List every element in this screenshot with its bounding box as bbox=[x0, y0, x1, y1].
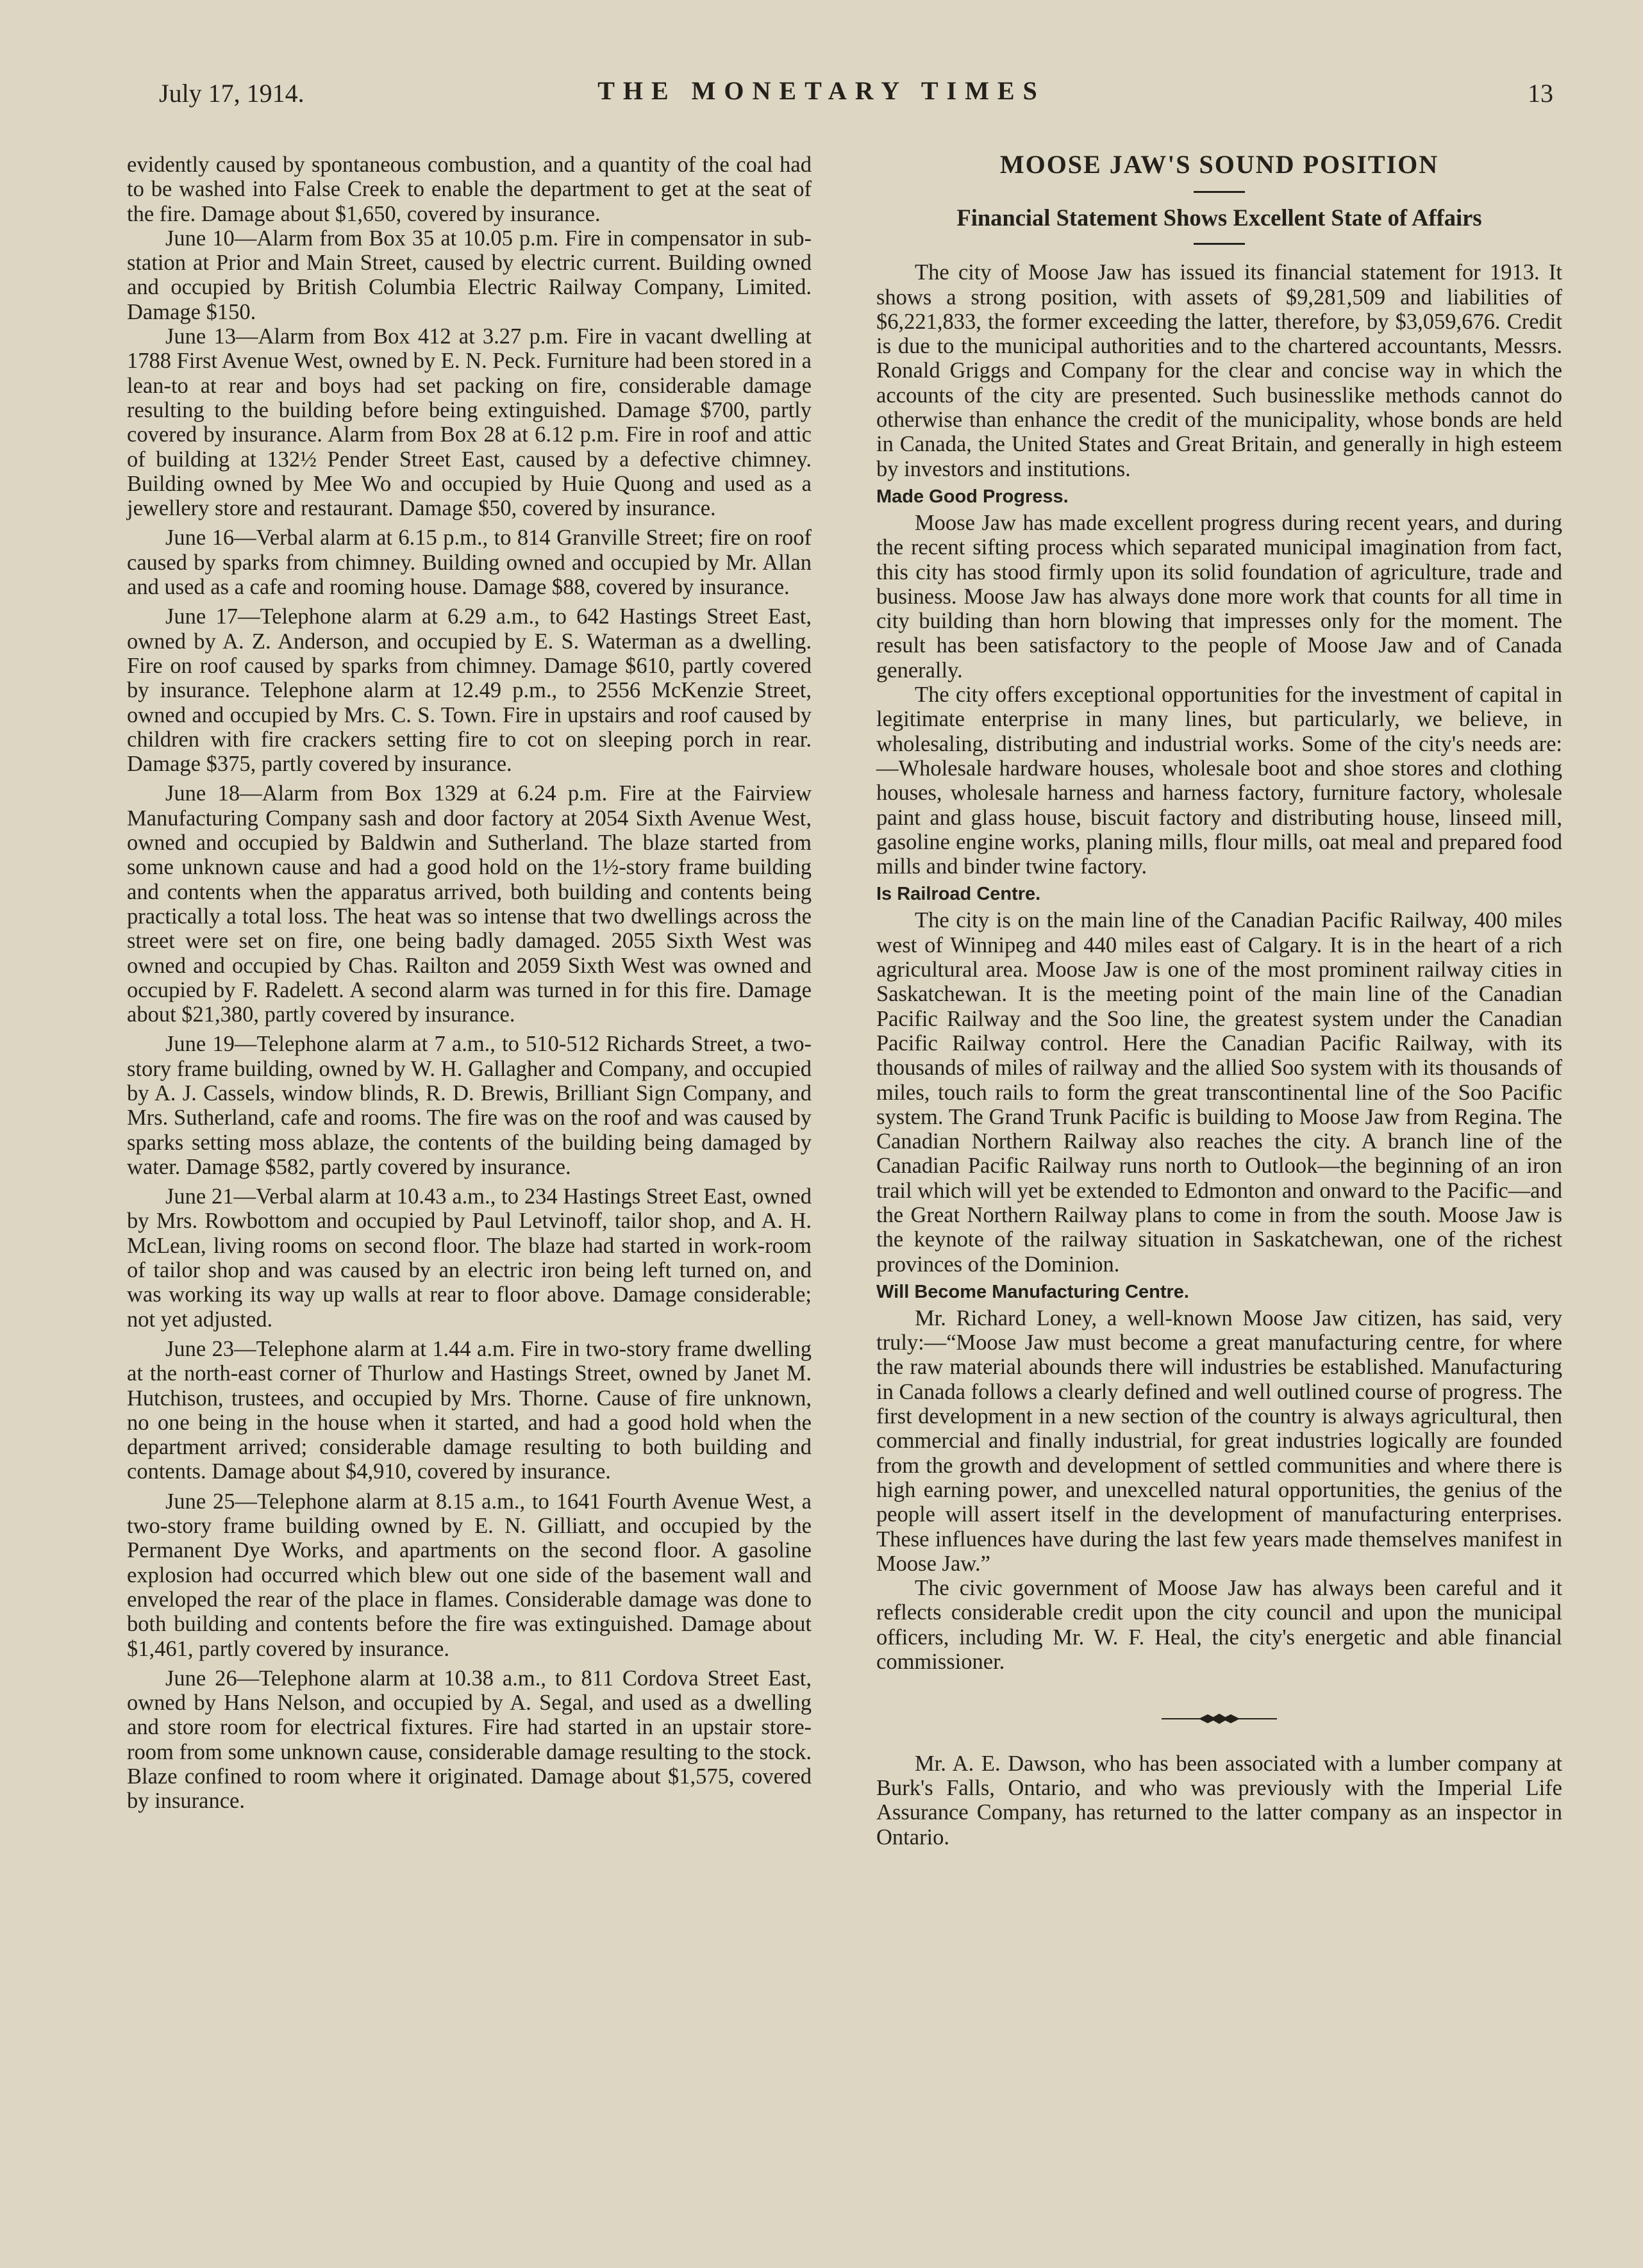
personal-note-paragraph: Mr. A. E. Dawson, who has been associated with a lumber company at Burk's Falls, Ontario, and who was previously with the Imperial Life Assurance Company, has returned to the latter company as an inspector in Ontario. bbox=[876, 1751, 1562, 1850]
article-paragraph: The city is on the main line of the Canadian Pacific Railway, 400 miles west of Winnipeg and 440 miles east of Calgary. It is in the heart of a rich agricultural area. Moose Jaw is one of the most prominent railway cities in Saskatchewan. It is the meeting point of the main line of the Canadian Pacific Railway and the Soo line, the greatest system under the Canadian Pacific Railway control. Here the Canadian Pacific Railway, with its thousands of miles of railway and the allied Soo system with its thousands of miles, touch rails to form the great transcontinental line of the Soo Pacific system. The Grand Trunk Pacific is building to Moose Jaw from Regina. The Canadian Northern Railway also reaches the city. A branch line of the Canadian Pacific Railway runs north to Outlook—the beginning of an iron trail which will yet be extended to Edmonton and onward to the Pacific—and the Great Northern Railway plans to come in from the south. Moose Jaw is the keynote of the railway situation in Saskatchewan, one of the richest provinces of the Dominion. bbox=[876, 908, 1562, 1277]
article-intro: The city of Moose Jaw has issued its financial statement for 1913. It shows a strong position, with assets of $9,281,509 and liabilities of $6,221,833, the former exceeding the latter, therefore, by $3,059,676. Credit is due to the municipal authorities and to the chartered accountants, Messrs. Ronald Griggs and Company for the clear and concise way in which the accounts of the city are presented. Such businesslike methods cannot do otherwise than enhance the credit of the municipality, whose bonds are held in Canada, the United States and Great Britain, and generally in high esteem by investors and institutions. bbox=[876, 260, 1562, 481]
article-subtitle: Financial Statement Shows Excellent State of Affairs bbox=[956, 204, 1482, 231]
fire-report-paragraph: evidently caused by spontaneous combustion, and a quantity of the coal had to be washed into False Creek to enable the department to get at the seat of the fire. Damage about $1,650, covered by insurance. bbox=[127, 153, 812, 226]
left-column bbox=[127, 153, 812, 1814]
section-heading: Made Good Progress. bbox=[876, 486, 1069, 507]
fire-report-paragraph: June 13—Alarm from Box 412 at 3.27 p.m. Fire in vacant dwelling at 1788 First Avenue West, owned by E. N. Peck. Furniture had been stored in a lean-to at rear and boys had set packing on fire, considerable damage resulting to the building before being extinguished. Damage $700, partly covered by insurance. Alarm from Box 28 at 6.12 p.m. Fire in roof and attic of building at 132½ Pender Street East, caused by a defective chimney. Building owned by Mee Wo and occupied by Huie Quong and used as a jewellery store and restaurant. Damage $50, covered by insurance. bbox=[127, 324, 812, 521]
right-column bbox=[876, 150, 1562, 1850]
article-title: MOOSE JAW'S SOUND POSITION bbox=[999, 150, 1439, 179]
article-paragraph: Moose Jaw has made excellent progress during recent years, and during the recent sifting process which separated municipal imagination from fact, this city has stood firmly upon its solid foundation of agriculture, trade and business. Moose Jaw has always done more work that counts for all time in city building than horn blowing that impresses only for the moment. The result has been satisfactory to the people of Moose Jaw and of Canada generally. bbox=[876, 510, 1562, 683]
article-paragraph: The city offers exceptional opportunities for the investment of capital in legitimate enterprise in many lines, but particularly, we believe, in wholesaling, distributing and industrial works. Some of the city's needs are:—Wholesale hardware houses, wholesale boot and shoe stores and clothing houses, wholesale harness and harness factory, furniture factory, wholesale paint and glass house, biscuit factory and distributing house, linseed mill, gasoline engine works, planing mills, flour mills, oat meal and prepared food mills and binder twine factory. bbox=[876, 683, 1562, 879]
section-heading: Will Become Manufacturing Centre. bbox=[876, 1281, 1189, 1302]
article-paragraph: Mr. Richard Loney, a well-known Moose Jaw citizen, has said, very truly:—“Moose Jaw must become a great manufacturing centre, for where the raw material abounds there will industries be established. Manufacturing in Canada follows a clearly defined and well outlined course of progress. The first development in a new section of the country is always agricultural, then commercial and finally industrial, for great industries logically are founded from the growth and development of settled communities and where there is high earning power, and unexcelled natural opportunities, the genius of the people will assert itself in the development of manufacturing enterprises. These influences have during the last few years made themselves manifest in Moose Jaw.” bbox=[876, 1305, 1562, 1576]
article-paragraph: The civic government of Moose Jaw has always been careful and it reflects considerable credit upon the city council and upon the municipal officers, including Mr. W. F. Heal, the city's energetic and able financial commissioner. bbox=[876, 1576, 1562, 1675]
fire-report-paragraph: June 10—Alarm from Box 35 at 10.05 p.m. Fire in compensator in sub-station at Prior and Main Street, caused by electric current. Building owned and occupied by British Columbia Electric Railway Company, Limited. Damage $150. bbox=[127, 226, 812, 324]
section-divider-ornament bbox=[876, 1707, 1562, 1732]
fire-report-paragraph: June 17—Telephone alarm at 6.29 a.m., to 642 Hastings Street East, owned by A. Z. Anderson, and occupied by E. S. Waterman as a dwelling. Fire on roof caused by sparks from chimney. Damage $610, partly covered by insurance. Telephone alarm at 12.49 p.m., to 2556 McKenzie Street, owned and occupied by Mrs. C. S. Town. Fire in upstairs and roof caused by children with fire crackers setting fire to cot on sleeping porch in rear. Damage $375, partly covered by insurance. bbox=[127, 604, 812, 777]
fire-report-paragraph: June 26—Telephone alarm at 10.38 a.m., to 811 Cordova Street East, owned by Hans Nelson, and occupied by A. Segal, and used as a dwelling and store room for electrical fixtures. Fire had started in an upstair store-room from some unknown cause, considerable damage resulting to the stock. Blaze confined to room where it originated. Damage about $1,575, covered by insurance. bbox=[127, 1666, 812, 1814]
fire-report-paragraph: June 16—Verbal alarm at 6.15 p.m., to 814 Granville Street; fire on roof caused by sparks from chimney. Building owned and occupied by Mr. Allan and used as a cafe and rooming house. Damage $88, covered by insurance. bbox=[127, 526, 812, 600]
running-head bbox=[0, 72, 1643, 110]
subtitle-rule bbox=[1194, 243, 1245, 245]
fire-report-paragraph: June 25—Telephone alarm at 8.15 a.m., to 1641 Fourth Avenue West, a two-story frame building owned by E. N. Gilliatt, and occupied by the Permanent Dye Works, and apartments on the second floor. A gasoline explosion had occurred which blew out one side of the basement wall and enveloped the rear of the place in flames. Considerable damage was done to both building and contents before the fire was extinguished. Damage about $1,461, partly covered by insurance. bbox=[127, 1489, 812, 1661]
divider-ornament-icon bbox=[1162, 1712, 1277, 1725]
fire-report-paragraph: June 19—Telephone alarm at 7 a.m., to 510-512 Richards Street, a two-story frame building, owned by W. H. Gallagher and Company, and occupied by A. J. Cassels, window blinds, R. D. Brewis, Brilliant Sign Company, and Mrs. Sutherland, cafe and rooms. The fire was on the roof and was caused by sparks setting moss ablaze, the contents of the building being damaged by water. Damage $582, partly covered by insurance. bbox=[127, 1032, 812, 1179]
section-heading: Is Railroad Centre. bbox=[876, 884, 1041, 905]
page-number: 13 bbox=[1528, 79, 1553, 108]
fire-report-paragraph: June 18—Alarm from Box 1329 at 6.24 p.m. Fire at the Fairview Manufacturing Company sash and door factory at 2054 Sixth Avenue West, owned and occupied by Baldwin and Sutherland. The blaze started from some unknown cause and had a good hold on the 1½-story frame building and contents when the apparatus arrived, both building and contents being practically a total loss. The heat was so intense that two dwellings across the street were set on fire, one being badly damaged. 2055 Sixth West was owned and occupied by Chas. Railton and 2059 Sixth West was owned and occupied by F. Radelett. A second alarm was turned in for this fire. Damage about $21,380, partly covered by insurance. bbox=[127, 781, 812, 1027]
title-rule bbox=[1194, 191, 1245, 193]
fire-report-paragraph: June 21—Verbal alarm at 10.43 a.m., to 234 Hastings Street East, owned by Mrs. Rowbottom and occupied by Paul Letvinoff, tailor shop, and A. H. McLean, living rooms on second floor. The blaze had started in work-room of tailor shop and was caused by an electric iron being left turned on, and was working its way up walls at rear to floor above. Damage considerable; not yet adjusted. bbox=[127, 1184, 812, 1332]
issue-date: July 17, 1914. bbox=[159, 79, 304, 108]
fire-report-paragraph: June 23—Telephone alarm at 1.44 a.m. Fire in two-story frame dwelling at the north-east corner of Thurlow and Hastings Street, owned by Janet M. Hutchison, trustees, and occupied by Mrs. Thorne. Cause of fire unknown, no one being in the house when it started, and had a good hold when the department arrived; considerable damage resulting to both building and contents. Damage about $4,910, covered by insurance. bbox=[127, 1336, 812, 1484]
publication-title: THE MONETARY TIMES bbox=[597, 76, 1046, 105]
